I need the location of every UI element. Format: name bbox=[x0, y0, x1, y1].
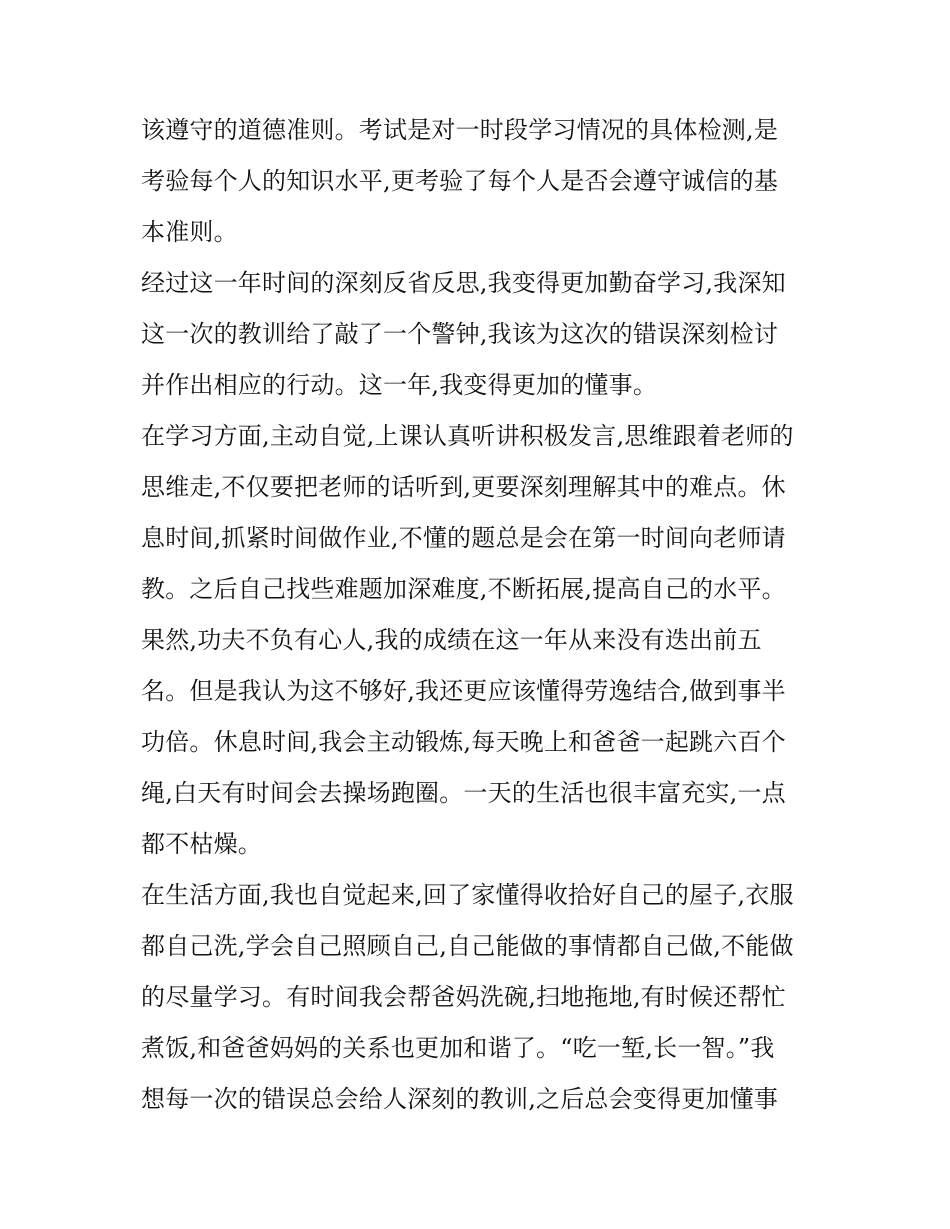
text-line: 这一次的教训给了敲了一个警钟,我该为这次的错误深刻检讨 bbox=[141, 320, 779, 348]
text-line: 教。之后自己找些难题加深难度,不断拓展,提高自己的水平。 bbox=[141, 575, 786, 603]
text-line: 绳,白天有时间会去操场跑圈。一天的生活也很丰富充实,一点 bbox=[141, 779, 786, 807]
text-line: 在学习方面,主动自觉,上课认真听讲积极发言,思维跟着老师的 bbox=[141, 422, 794, 450]
text-line: 煮饭,和爸爸妈妈的关系也更加和谐了。“吃一堑,长一智。”我 bbox=[141, 1034, 775, 1062]
text-line: 本准则。 bbox=[141, 218, 238, 246]
text-line: 并作出相应的行动。这一年,我变得更加的懂事。 bbox=[141, 371, 658, 399]
text-line: 名。但是我认为这不够好,我还更应该懂得劳逸结合,做到事半 bbox=[141, 677, 786, 705]
text-line: 果然,功夫不负有心人,我的成绩在这一年从来没有迭出前五 bbox=[141, 626, 762, 654]
text-line: 经过这一年时间的深刻反省反思,我变得更加勤奋学习,我深知 bbox=[141, 269, 786, 297]
text-line: 思维走,不仅要把老师的话听到,更要深刻理解其中的难点。休 bbox=[141, 473, 786, 501]
text-line: 息时间,抓紧时间做作业,不懂的题总是会在第一时间向老师请 bbox=[141, 524, 786, 552]
document-body bbox=[141, 105, 811, 1125]
text-line: 的尽量学习。有时间我会帮爸妈洗碗,扫地拖地,有时候还帮忙 bbox=[141, 983, 786, 1011]
text-line: 在生活方面,我也自觉起来,回了家懂得收拾好自己的屋子,衣服 bbox=[141, 881, 794, 909]
text-line: 都不枯燥。 bbox=[141, 830, 262, 858]
text-line: 功倍。休息时间,我会主动锻炼,每天晚上和爸爸一起跳六百个 bbox=[141, 728, 786, 756]
text-line: 想每一次的错误总会给人深刻的教训,之后总会变得更加懂事 bbox=[141, 1085, 779, 1113]
text-line: 该遵守的道德准则。考试是对一时段学习情况的具体检测,是 bbox=[141, 116, 779, 144]
text-line: 考验每个人的知识水平,更考验了每个人是否会遵守诚信的基 bbox=[141, 167, 779, 195]
text-line: 都自己洗,学会自己照顾自己,自己能做的事情都自己做,不能做 bbox=[141, 932, 794, 960]
